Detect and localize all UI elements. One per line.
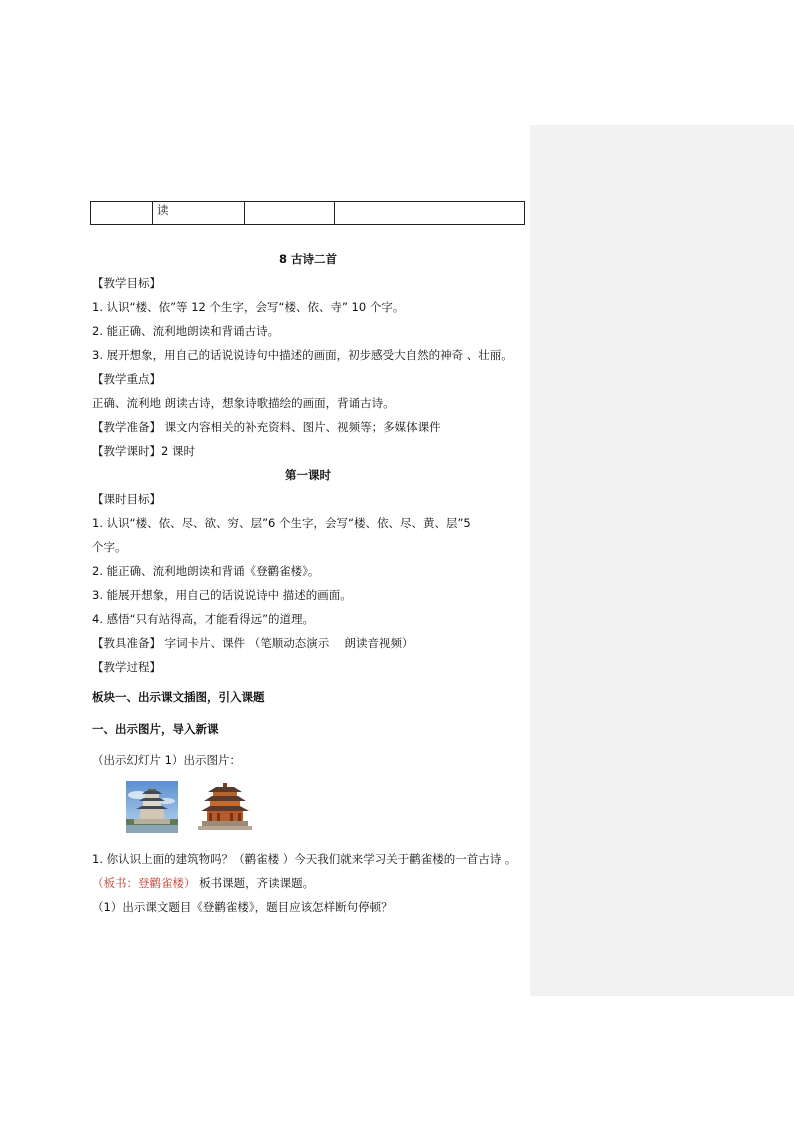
tower-photo-1 [126, 781, 178, 833]
comment-pane [530, 125, 794, 996]
board-note [92, 876, 314, 890]
tower-photo-2 [196, 781, 254, 833]
preparation: 【教学准备】 课文内容相关的补充资料、图片、视频等；多媒体课件 [92, 420, 441, 434]
board-note-rest: 板书课题，齐读课题。 [199, 876, 315, 890]
goals-heading: 【教学目标】 [92, 276, 161, 290]
table-cell [245, 202, 335, 225]
teaching-tools: 【教具准备】 字词卡片、课件 （笔顺动态演示 朗读音视频） [92, 636, 414, 650]
table-cell: 读 [153, 202, 245, 225]
lesson-title: 8 古诗二首 [278, 252, 337, 266]
top-table [90, 201, 525, 225]
goal-3: 3. 展开想象，用自己的话说说诗句中描述的画面，初步感受大自然的神奇 、壮丽。 [92, 348, 513, 362]
table-cell [335, 202, 525, 225]
period-title: 第一课时 [285, 468, 331, 482]
period-goal-3: 3. 能展开想象，用自己的话说说诗中 描述的画面。 [92, 588, 352, 602]
table-cell [91, 202, 153, 225]
goal-2: 2. 能正确、流利地朗读和背诵古诗。 [92, 324, 280, 338]
section-1-heading: 一、出示图片，导入新课 [92, 722, 219, 736]
board-note-red: （板书：登鹳雀楼） [92, 876, 196, 890]
goal-1: 1. 认识“楼、依”等 12 个生字，会写“楼、依、寺” 10 个字。 [92, 300, 405, 314]
period-goal-4: 4. 感悟“只有站得高，才能看得远”的道理。 [92, 612, 315, 626]
question-1: 1. 你认识上面的建筑物吗？（鹳雀楼 ）今天我们就来学习关于鹳雀楼的一首古诗 。 [92, 852, 517, 866]
key-text: 正确、流利地 朗读古诗，想象诗歌描绘的画面，背诵古诗。 [92, 396, 395, 410]
block-1-heading: 板块一、出示课文插图，引入课题 [92, 690, 265, 704]
period-goals-heading: 【课时目标】 [92, 492, 161, 506]
period-goal-1-cont: 个字。 [92, 540, 127, 554]
slide-note: （出示幻灯片 1）出示图片： [92, 753, 241, 767]
process-heading: 【教学过程】 [92, 660, 161, 674]
lesson-hours: 【教学课时】2 课时 [92, 444, 195, 458]
question-2: （1）出示课文题目《登鹳雀楼》，题目应该怎样断句停顿？ [92, 900, 393, 914]
period-goal-2: 2. 能正确、流利地朗读和背诵《登鹳雀楼》。 [92, 564, 320, 578]
table-row [91, 202, 525, 225]
key-heading: 【教学重点】 [92, 372, 161, 386]
period-goal-1: 1. 认识“楼、依、尽、欲、穷、层”6 个生字，会写“楼、依、尽、黄、层”5 [92, 516, 471, 530]
